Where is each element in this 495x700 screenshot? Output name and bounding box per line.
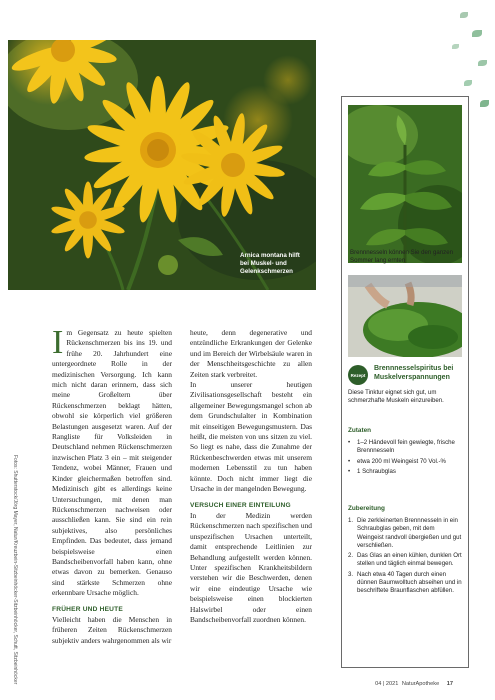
ingredients-list — [348, 439, 462, 478]
column1-paragraph-2: Vielleicht haben die Menschen in früheren Zeiten Rückenschmerzen subjektiv anders wahrgenommen als wir — [52, 614, 172, 645]
hero-caption-line-2: bei Muskel- und — [240, 260, 287, 267]
recipe-badge — [348, 365, 368, 385]
recipe-title: Brennnesselspiritus bei Muskelverspannungen — [374, 365, 454, 381]
page-number: 17 — [446, 681, 453, 687]
photo-credit: Fotos: Shutterstock/Jörg Mayer, Natur/Kreuzbein-Sitzbeinhöcker-Sitzbeinhöcker, Schutt, Sitzbeinhöcker — [12, 455, 18, 685]
preparation-steps — [348, 517, 462, 598]
page-footer — [375, 681, 453, 687]
preparation-step: 2. Das Glas an einen kühlen, dunklen Ort stellen und täglich einmal bewegen. — [348, 552, 462, 568]
magazine-name: NaturApotheke — [401, 681, 440, 687]
recipe-sidebar — [341, 96, 469, 668]
hero-caption-line-3: Gelenkschmerzen — [240, 268, 293, 275]
ingredient-item: • etwa 200 ml Weingeist 70 Vol.-% — [348, 457, 446, 465]
nettle-photo-caption: Brennnesseln können Sie den ganzen Sommer lang ernten — [350, 249, 453, 265]
hero-caption-line-1: Arnica montana hilft — [240, 252, 300, 259]
column1-paragraph-1: m Gegensatz zu heute spielten Rückenschmerzen bis ins 19. und frühe 20. Jahrhundert eine untergeordnete Rolle in der medizinischen Versorgung. Ich kann mich nicht daran erinnern, dass sich meine Großeltern über Rückenschmerzen beklagt hätten, obwohl sie körperlich viel größeren Belastungen ausgesetzt waren. Auf der Rangliste für Volksleiden in Deutschland nehmen Rückenschmerzen inzwischen Platz 3 ein – mit steigender Tendenz, wobei Männer, Frauen und Kinder gleichermaßen betroffen sind. Medizinisch gibt es allerdings keine Untersuchungen, mit denen man Rückenschmerzen nachweisen oder ausschließen kann. Sie sind ein rein subjektives, also persönliches Empfinden. Das bedeutet, dass jemand beispielsweise einen Bandscheibenvorfall haben kann, ohne etwas davon zu bemerken. Genauso sind stärkste Schmerzen ohne erkennbare Ursache möglich. — [52, 328, 172, 598]
column2-paragraph-3: In der Medizin werden Rückenschmerzen nach spezifischen und unspezifischen Ursachen unterteilt, damit entsprechende Leitlinien zur Behandlung aufgestellt werden können. Unter spezifischen Krankheitsbildern verstehen wir die Beschwerden, denen wir eine eindeutige Ursache wie beispielsweise einen blockierten Halswirbel oder einen Bandscheibenvorfall zuordnen können. — [190, 510, 312, 624]
issue-number: 04 | 2021 — [375, 681, 399, 687]
column2-paragraph-1: heute, denn degenerative und entzündliche Erkrankungen der Gelenke und im Bereich der Wirbelsäule waren in der Menschheitsgeschichte zu allen Zeiten stark verbreitet. — [190, 328, 312, 379]
preparation-step: 3. Nach etwa 40 Tagen durch einen dünnen Baumwolltuch abseihen und in beschriftete Braunflaschen abfüllen. — [348, 570, 462, 595]
ingredient-item: • 1–2 Händevoll fein gewiegte, frische Brennnesseln — [348, 439, 455, 455]
recipe-intro: Diese Tinktur eignet sich gut, um schmerzhafte Muskeln einzureiben. — [348, 389, 444, 405]
preparation-heading: Zubereitung — [348, 505, 385, 512]
heading-versuch-einer-einteilung: VERSUCH EINER EINTEILUNG — [190, 501, 291, 509]
article-column-2 — [190, 328, 312, 625]
recipe-badge-label: Rezept — [350, 372, 366, 378]
ingredients-heading: Zutaten — [348, 427, 372, 434]
ingredient-item: • 1 Schraubglas — [348, 467, 396, 475]
arnica-photo — [8, 40, 316, 290]
nettle-harvest-photo — [348, 275, 462, 357]
article-column-1 — [52, 324, 172, 646]
drop-cap: I — [52, 324, 64, 361]
nettle-plant-photo — [348, 105, 462, 263]
column2-paragraph-2: In unserer heutigen Zivilisationsgesellschaft besteht ein allgemeiner Bewegungsmangel schon ab dem Grundschulalter in Kombination mit einseitigen Bewegungsmustern. Das heißt, die meisten von uns sitzen zu viel. So liegt es nahe, dass die Zunahme der Rückenbeschwerden etwas mit unserem modernen Lebensstil zu tun haben könnte. Doch nicht immer liegt die Ursache in der mangelnden Bewegung. — [190, 380, 312, 494]
heading-frueher-und-heute: FRÜHER UND HEUTE — [52, 605, 123, 613]
preparation-step: 1. Die zerkleinerten Brennnesseln in ein Schraubglas geben, mit dem Weingeist randvoll übergießen und gut verschließen. — [348, 517, 462, 549]
